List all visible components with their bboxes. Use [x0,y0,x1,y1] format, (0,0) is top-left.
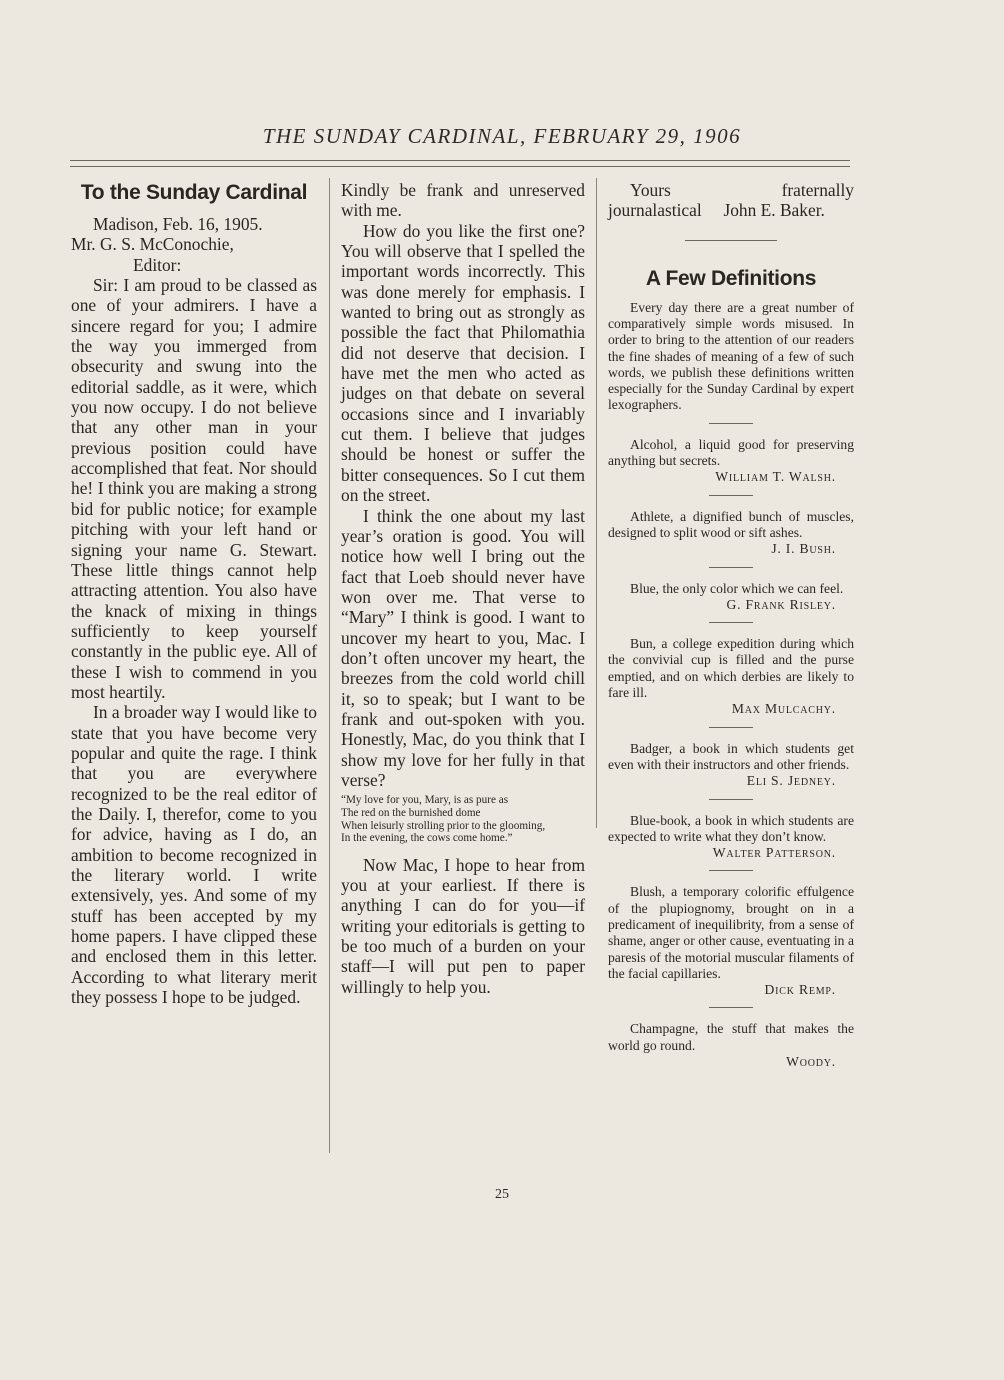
running-head: THE SUNDAY CARDINAL, FEBRUARY 29, 1906 [262,124,742,148]
closing-text: Yours fraternally journalastical [608,180,854,221]
letter-column-2 [341,180,585,997]
definitions-list [608,300,854,1071]
letter-title: To the Sunday Cardinal [80,181,308,204]
definition-author: G. Frank Risley. [726,596,836,612]
definitions-column [608,180,854,1070]
letter-poem [341,794,585,844]
letter-paragraph: In a broader way I would like to state that you have become very popular and quite the rage. I think that you are everywhere recognized to be the real editor of the Daily. I, therefor, come to you for advice, having as I do, an ambition to become recognized in the literary world. I write extensively, yes. And some of my stuff has been accepted by my home papers. I have clipped these and enclosed them in this letter. According to what literary merit they possess I hope to be judged. [71,702,317,1008]
column-divider-right [596,178,597,828]
letter-column-1 [71,180,317,1007]
definition-author: Walter Patterson. [712,845,836,861]
definition-divider [709,622,753,623]
definition-divider [709,495,753,496]
poem-line: The red on the burnished dome [341,806,481,819]
letter-paragraph: I think the one about my last year’s oration is good. You will notice how well I bring out the fact that Loeb should never have won over me. That verse to “Mary” I think is good. I want to uncover my heart to you, Mac. I don’t often uncover my heart, the breezes from the cold world chill it, so to speak; but I want to be frank and out-spoken with you. Honestly, Mac, do you think that I show my love for her fully in that verse? [341,505,585,790]
definition-author: Eli S. Jedney. [746,773,836,789]
definition-author: Max Mulcachy. [731,701,836,717]
poem-line: “My love for you, Mary, is as pure as [341,794,509,807]
definition-author: J. I. Bush. [771,541,836,557]
page-number: 25 [495,1187,509,1202]
poem-line: When leisurly strolling prior to the glooming, [341,819,546,832]
letter-closing [608,180,854,221]
letter-dateline: Madison, Feb. 16, 1905. [93,214,263,234]
column-divider-left [329,178,330,1153]
definition-divider [709,423,753,424]
letter-addressee-title: Editor: [133,254,182,275]
definition-text: Athlete, a dignified bunch of muscles, designed to split wood or sift ashes. [608,508,854,540]
definition-text: Alcohol, a liquid good for preserving anything but secrets. [608,436,854,469]
letter-paragraph: How do you like the first one? You will observe that I spelled the important words incorrectly. This was done merely for emphasis. I wanted to bring out as strongly as possible the fact that Philomathia did not deserve that decision. I have met the men who acted as judges on that debate on several occasions since and I invariably cut them. I believe that judges should be honest or suffer the bitter consequences. So I cut them on the street. [341,220,585,506]
definitions-title: A Few Definitions [645,266,817,290]
definition-author: Woody. [786,1054,836,1070]
definition-text: Blue, the only color which we can feel. [630,580,844,596]
definition-divider [709,727,753,728]
definition-author: Dick Remp. [764,982,836,998]
definition-text: Bun, a college expedition during which the convivial cup is filled and the purse emptied, and on which derbies are likely to fare ill. [608,636,854,701]
letter-addressee: Mr. G. S. McConochie, [71,234,234,255]
letter-paragraph: Now Mac, I hope to hear from you at your earliest. If there is anything I can do for you—if writing your editorials is getting to be too much of a burden on your staff—I will put pen to paper willingly to help you. [341,854,585,997]
definition-text: Badger, a book in which students get even with their instructors and other friends. [608,740,854,772]
letter-paragraph: Kindly be frank and unreserved with me. [341,180,585,221]
definition-divider [709,870,753,871]
definition-text: Blue-book, a book in which students are expected to write what they don’t know. [608,812,854,844]
definitions-intro: Every day there are a great number of comparatively simple words misused. In order to bring to the attention of our readers the fine shades of meaning of a few of such words, we publish these definitions written especially for the Sunday Cardinal by expert lexographers. [608,299,854,413]
definition-author: William T. Walsh. [715,469,836,485]
poem-line: In the evening, the cows come home.” [341,832,513,845]
definition-text: Champagne, the stuff that makes the world go round. [608,1021,854,1053]
definition-divider [709,1007,753,1008]
letter-signer: John E. Baker. [723,200,825,221]
header-rule [70,160,850,167]
section-divider [685,240,777,241]
definition-divider [709,799,753,800]
definition-divider [709,567,753,568]
definition-text: Blush, a temporary colorific effulgence of the plupiognomy, brought on in a predicament of inequilibrity, from a sense of shame, anger or other cause, eventuating in a paresis of the motorial muscular filaments of the facial capillaries. [608,884,854,981]
letter-paragraph: Sir: I am proud to be classed as one of your admirers. I have a sincere regard for you; I admire the way you immerged from obsecurity and swung into the editorial saddle, as it were, which you now occupy. I do not believe that any other man in your previous position could have accomplished that feat. Nor should he! I think you are making a strong bid for public notice; for example pitching with your left hand or signing your name G. Stewart. These little things cannot help attracting attention. You also have the knack of mixing in things sufficiently to keep yourself constantly in the public eye. All of these I wish to commend in you most heartily. [71,275,317,702]
